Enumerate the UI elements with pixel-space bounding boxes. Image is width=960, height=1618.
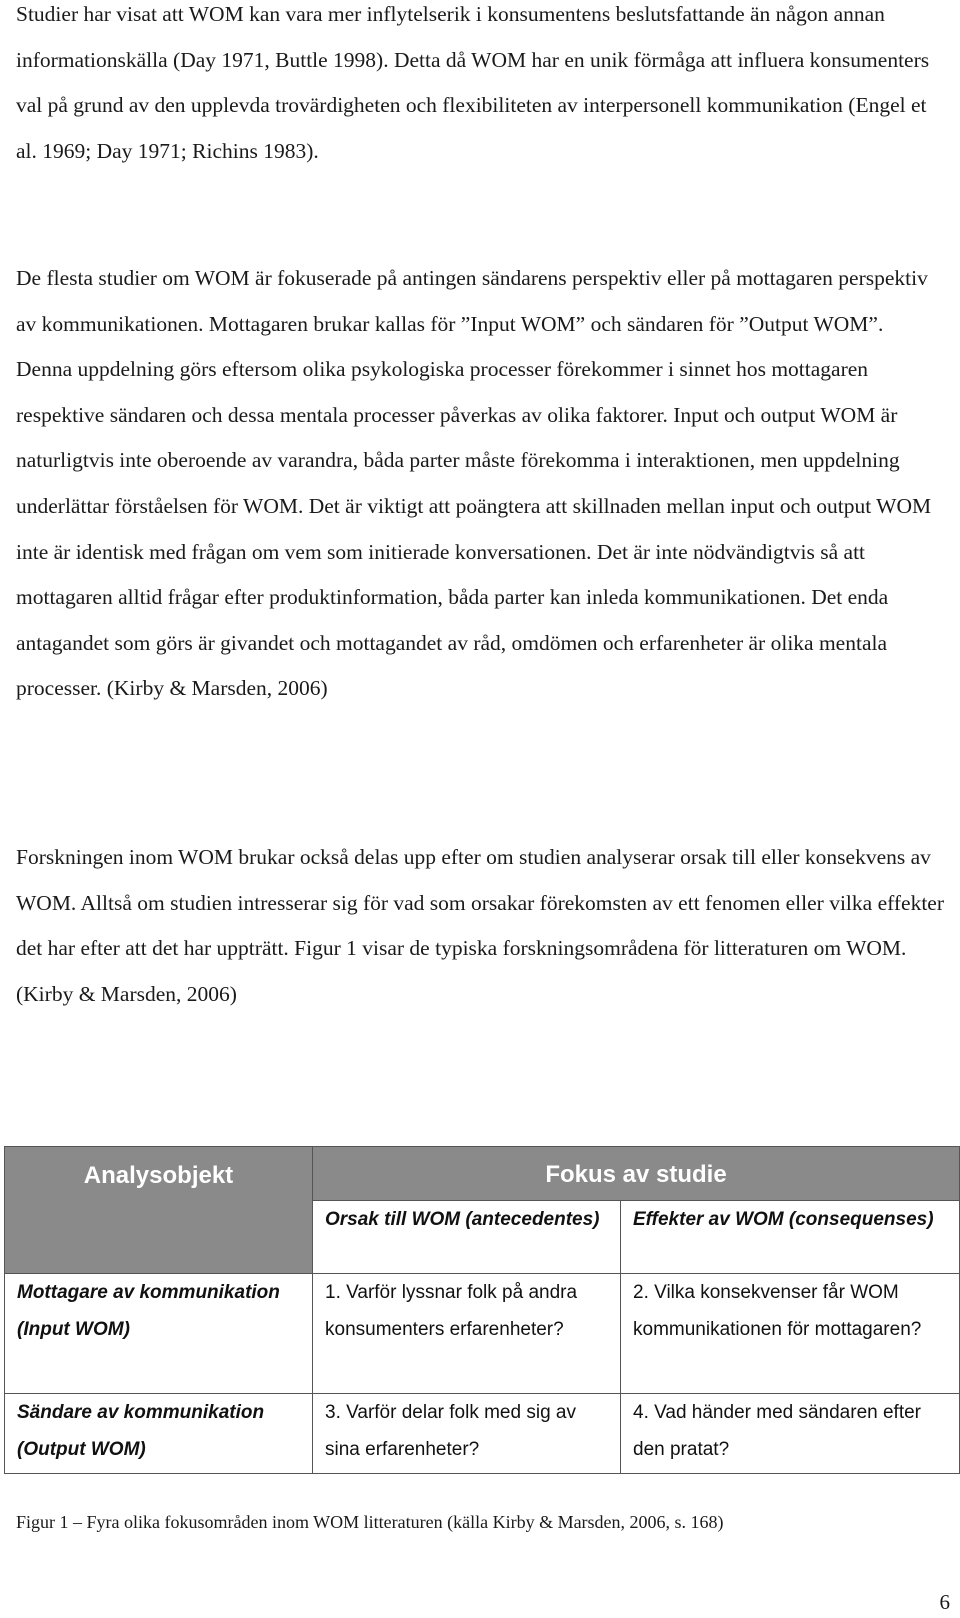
cell-question-4: 4. Vad händer med sändaren efter den pratat? <box>621 1394 960 1474</box>
header-analysobjekt: Analysobjekt <box>5 1147 313 1274</box>
cell-question-2: 2. Vilka konsekvenser får WOM kommunikationen för mottagaren? <box>621 1274 960 1394</box>
table-row <box>5 1394 960 1474</box>
cell-question-3: 3. Varför delar folk med sig av sina erfarenheter? <box>313 1394 621 1474</box>
cell-question-1: 1. Varför lyssnar folk på andra konsumenters erfarenheter? <box>313 1274 621 1394</box>
paragraph-2: De flesta studier om WOM är fokuserade på antingen sändarens perspektiv eller på mottagaren perspektiv av kommunikationen. Mottagaren brukar kallas för ”Input WOM” och sändaren för ”Output WOM”. Denna uppdelning görs eftersom olika psykologiska processer förekommer i sinnet hos mottagaren respektive sändaren och dessa mentala processer påverkas av olika faktorer. Input och output WOM är naturligtvis inte oberoende av varandra, båda parter måste förekomma i interaktionen, men uppdelning underlättar förståelsen för WOM. Det är viktigt att poängtera att skillnaden mellan input och output WOM inte är identisk med frågan om vem som initierade konversationen. Det är inte nödvändigtvis så att mottagaren alltid frågar efter produktinformation, båda parter kan inleda kommunikationen. Det enda antagandet som görs är givandet och mottagandet av råd, omdömen och erfarenheter är olika mentala processer. (Kirby & Marsden, 2006) <box>16 266 932 701</box>
table-row <box>5 1274 960 1394</box>
header-fokus-av-studie: Fokus av studie <box>313 1147 960 1201</box>
column-header-effect: Effekter av WOM (consequenses) <box>621 1201 960 1274</box>
figure-table <box>4 1146 960 1474</box>
figure-caption: Figur 1 – Fyra olika fokusområden inom WOM litteraturen (källa Kirby & Marsden, 2006, s. 168) <box>16 1512 724 1532</box>
paragraph-1: Studier har visat att WOM kan vara mer inflytelserik i konsumentens beslutsfattande än någon annan informationskälla (Day 1971, Buttle 1998). Detta då WOM har en unik förmåga att influera konsumenters val på grund av den upplevda trovärdigheten och flexibiliteten av interpersonell kommunikation (Engel et al. 1969; Day 1971; Richins 1983). <box>16 2 930 163</box>
column-header-cause: Orsak till WOM (antecedentes) <box>313 1201 621 1274</box>
paragraph-3: Forskningen inom WOM brukar också delas upp efter om studien analyserar orsak till eller konsekvens av WOM. Alltså om studien intresserar sig för vad som orsakar förekomsten av ett fenomen eller vilka effekter det har efter att det har uppträtt. Figur 1 visar de typiska forskningsområdena för litteraturen om WOM. (Kirby & Marsden, 2006) <box>16 845 945 1006</box>
row-label-output-wom: Sändare av kommunikation (Output WOM) <box>5 1394 313 1474</box>
row-label-input-wom: Mottagare av kommunikation (Input WOM) <box>5 1274 313 1394</box>
page-number: 6 <box>939 1590 950 1614</box>
